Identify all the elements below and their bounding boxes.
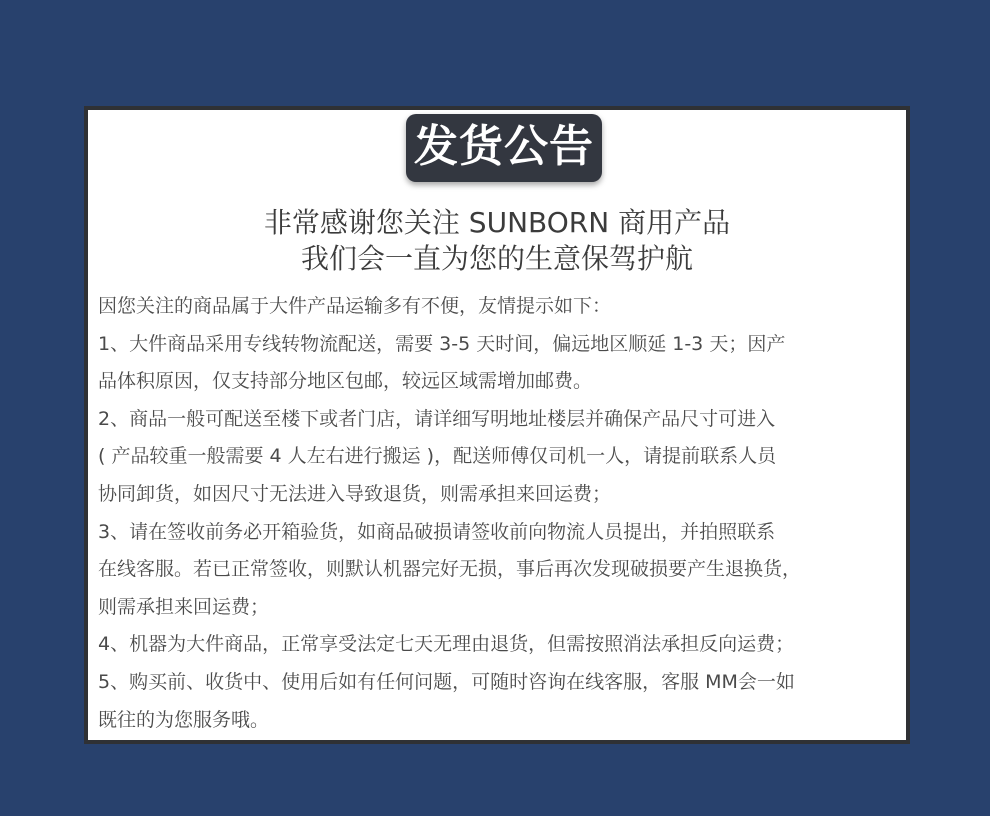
headline-slogan: 我们会一直为您的生意保驾护航 — [300, 242, 693, 275]
headline-thanks: 非常感谢您关注 SUNBORN 商用产品 — [263, 206, 731, 239]
notice-line: 在线客服。若已正常签收，则默认机器完好无损，事后再次发现破损要产生退换货， — [98, 558, 802, 581]
notice-line: 2、商品一般可配送至楼下或者门店，请详细写明地址楼层并确保产品尺寸可进入 — [98, 407, 776, 430]
notice-line: 1、大件商品采用专线转物流配送，需要 3-5 天时间，偏远地区顺延 1-3 天；因产 — [98, 332, 786, 355]
notice-card — [84, 106, 910, 744]
notice-line: 协同卸货，如因尺寸无法进入导致退货，则需承担来回运费； — [98, 482, 612, 505]
notice-line: ( 产品较重一般需要 4 人左右进行搬运 )，配送师傅仅司机一人，请提前联系人员 — [98, 445, 777, 468]
notice-line: 3、请在签收前务必开箱验货，如商品破损请签收前向物流人员提出，并拍照联系 — [98, 520, 776, 543]
notice-line: 5、购买前、收货中、使用后如有任何问题，可随时咨询在线客服，客服 MM会一如 — [98, 670, 795, 693]
notice-line: 4、机器为大件商品，正常享受法定七天无理由退货，但需按照消法承担反向运费； — [98, 633, 795, 656]
notice-title: 发货公告 — [406, 114, 602, 182]
notice-line: 既往的为您服务哦。 — [98, 708, 270, 731]
notice-line: 则需承担来回运费； — [98, 595, 270, 618]
notice-body — [98, 288, 908, 739]
notice-line: 品体积原因，仅支持部分地区包邮，较远区域需增加邮费。 — [98, 370, 593, 393]
notice-intro: 因您关注的商品属于大件产品运输多有不便，友情提示如下： — [98, 295, 612, 317]
